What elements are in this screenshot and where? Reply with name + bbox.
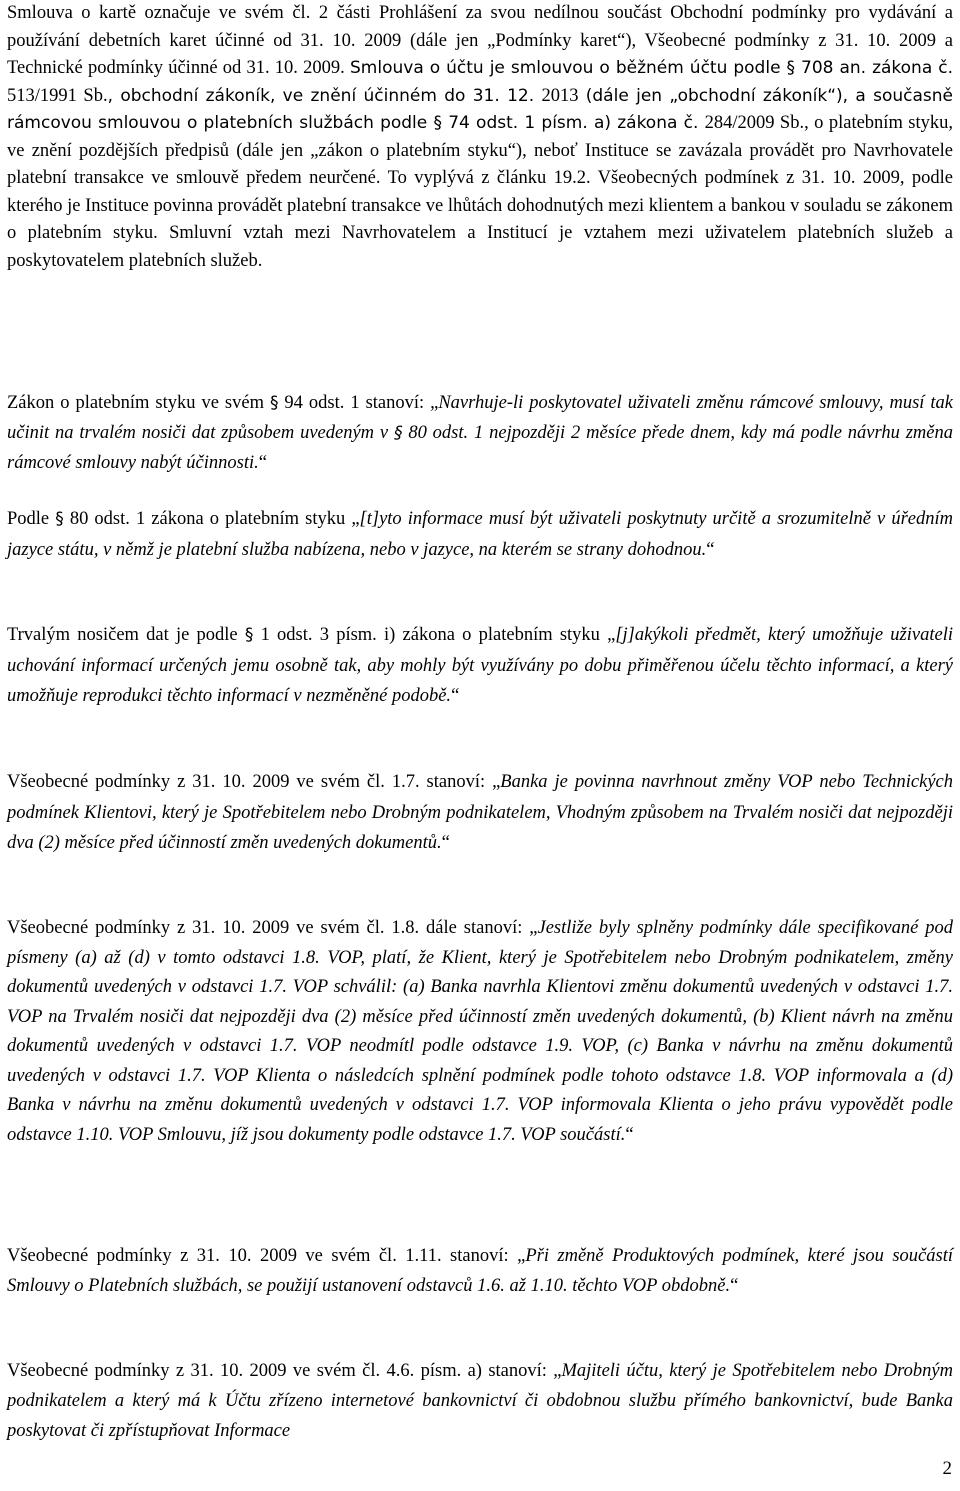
text-run: Smlouva o účtu je smlouvou o běžném účtu podle bbox=[350, 58, 787, 78]
text-run: Všeobecné podmínky z 31. 10. 2009 ve svém čl. 4.6. písm. a) stanoví: „ bbox=[7, 1361, 562, 1381]
text-run: 2013 bbox=[541, 85, 579, 106]
paragraph-durable-medium bbox=[7, 620, 953, 712]
page-number: 2 bbox=[942, 1458, 952, 1479]
text-run: (dále jen „obchodní zákoník“), a současně rámcovou smlouvou o platebních službách podle bbox=[7, 85, 953, 133]
paragraph-vop-1-7 bbox=[7, 767, 953, 859]
section-sign: § bbox=[393, 423, 403, 443]
text-run: Všeobecné podmínky z 31. 10. 2009 ve svém čl. 1.11. stanoví: „ bbox=[7, 1246, 526, 1266]
quoted-text: Navrhuje-li poskytovatel uživateli změnu rámcové smlouvy, musí tak učinit na trvalém nosiči dat způsobem uvedeným v bbox=[7, 393, 954, 443]
closing-quote: “ bbox=[730, 1276, 739, 1296]
text-run: 80 odst. 1 zákona o platebním styku „ bbox=[63, 509, 360, 529]
section-sign: § bbox=[786, 58, 796, 78]
text-run: Smlouva o kartě označuje ve svém čl. 2 části Prohlášení za svou nedílnou součást Obchodní podmínky pro vydávání a používání debetních karet účinné od 31. 10. 2009 (dále jen „Podmínky karet“), Všeobecné podmínky z 31. 10. 2009 a Technické podmínky účinné od 31. 10. 2009. bbox=[7, 3, 953, 78]
section-sign: § bbox=[269, 393, 279, 413]
quoted-text: Při změně Produktových podmínek, které jsou součástí Smlouvy o Platebních službách, se použijí ustanovení odstavců 1.6. až 1.10. těchto VOP obdobně. bbox=[7, 1246, 953, 1296]
quoted-text: 80 odst. 1 nejpozději 2 měsíce přede dnem, kdy má podle návrhu změna rámcové smlouvy nabýt účinnosti. bbox=[7, 423, 953, 473]
text-run: 1 odst. 3 písm. i) zákona o platebním styku „ bbox=[253, 625, 616, 645]
section-sign: § bbox=[433, 113, 442, 133]
paragraph-payment-act-80 bbox=[7, 504, 953, 565]
text-run: Zákon o platebním styku ve svém bbox=[7, 393, 270, 413]
text-run: Všeobecné podmínky z 31. 10. 2009 ve svém čl. 1.8. dále stanoví: „ bbox=[7, 918, 538, 938]
text-run: , obchodní zákoník, ve znění účinném do 31. 12. bbox=[107, 85, 542, 106]
text-run: 513/1991 Sb. bbox=[7, 85, 108, 106]
closing-quote: “ bbox=[625, 1124, 634, 1145]
paragraph-payment-act-94 bbox=[7, 388, 953, 478]
paragraph-vop-1-8 bbox=[7, 914, 953, 1150]
quoted-text: Majiteli účtu, který je Spotřebitelem nebo Drobným podnikatelem a který má k Účtu zřízeno internetové bankovnictví či obdobnou službu přímého bankovnictví, bude Banka poskytovat či zpřístupňovat Informace bbox=[7, 1361, 953, 1441]
closing-quote: “ bbox=[451, 686, 460, 706]
closing-quote: “ bbox=[706, 539, 715, 560]
quoted-text: [t]yto informace musí být uživateli poskytnuty určitě a srozumitelně v úředním jazyce státu, v němž je platební služba nabízena, nebo v jazyce, na kterém se strany dohodnou. bbox=[7, 509, 953, 560]
section-sign: § bbox=[244, 625, 254, 645]
text-run: , o platebním styku, ve znění pozdějších předpisů (dále jen „zákon o platebním styku“), neboť Instituce se zavázala provádět pro Navrhovatele platební transakce ve smlouvě předem neurčené. To vyplývá z článku 19.2. Všeobecných podmínek z 31. 10. 2009, podle kterého je Instituce povinna provádět platební transakce ve lhůtách dohodnutých mezi klientem a bankou v souladu se zákonem o platebním styku. Smluvní vztah mezi Navrhovatelem a Institucí je vztahem mezi uživatelem platebních služeb a poskytovatelem platebních služeb. bbox=[7, 113, 953, 271]
text-run: 284/2009 Sb. bbox=[704, 113, 805, 133]
paragraph-vop-4-6 bbox=[7, 1356, 953, 1446]
quoted-text: Jestliže byly splněny podmínky dále specifikované pod písmeny (a) až (d) v tomto odstavci 1.8. VOP, platí, že Klient, který je Spotřebitelem nebo Drobným podnikatelem, změny dokumentů uvedených v odstavci 1.7. VOP schválil: (a) Banka navrhla Klientovi změnu dokumentů uvedených v odstavci 1.7. VOP na Trvalém nosiči dat nejpozději dva (2) měsíce před účinností změn uvedených dokumentů, (b) Klient návrh na změnu dokumentů uvedených v odstavci 1.7. VOP neodmítl podle odstavce 1.9. VOP, (c) Banka v návrhu na změnu dokumentů uvedených v odstavci 1.7. VOP Klienta o následcích splnění podmínek podle tohoto odstavce 1.8. VOP informovala a (d) Banka v návrhu na změnu dokumentů uvedených v odstavci 1.7. VOP informovala Klienta o jeho právu vypovědět podle odstavce 1.10. VOP Smlouvu, jíž jsou dokumenty podle odstavce 1.7. VOP součástí. bbox=[7, 918, 953, 1145]
paragraph-vop-1-11 bbox=[7, 1241, 953, 1301]
closing-quote: “ bbox=[441, 833, 450, 853]
quoted-text: [j]akýkoli předmět, který umožňuje uživateli uchování informací určených jemu osobně tak, aby mohly být využívány po dobu přiměřenou účelu těchto informací, a který umožňuje reprodukci těchto informací v nezměněné podobě. bbox=[7, 625, 953, 706]
closing-quote: “ bbox=[258, 453, 267, 473]
text-run: Trvalým nosičem dat je podle bbox=[7, 625, 245, 645]
text-run: 708 an. zákona č. bbox=[795, 58, 953, 78]
text-run: Podle bbox=[7, 509, 56, 529]
quoted-text: Banka je povinna navrhnout změny VOP nebo Technických podmínek Klientovi, který je Spotřebitelem nebo Drobným podnikatelem, Vhodným způsobem na Trvalém nosiči dat nejpozději dva (2) měsíce před účinností změn uvedených dokumentů. bbox=[7, 772, 953, 853]
text-run: Všeobecné podmínky z 31. 10. 2009 ve svém čl. 1.7. stanoví: „ bbox=[7, 772, 501, 792]
text-run: 94 odst. 1 stanoví: „ bbox=[278, 393, 439, 413]
section-sign: § bbox=[55, 509, 64, 529]
paragraph-contract-scope bbox=[7, 0, 953, 275]
text-run: 74 odst. 1 písm. a) zákona č. bbox=[441, 113, 705, 133]
